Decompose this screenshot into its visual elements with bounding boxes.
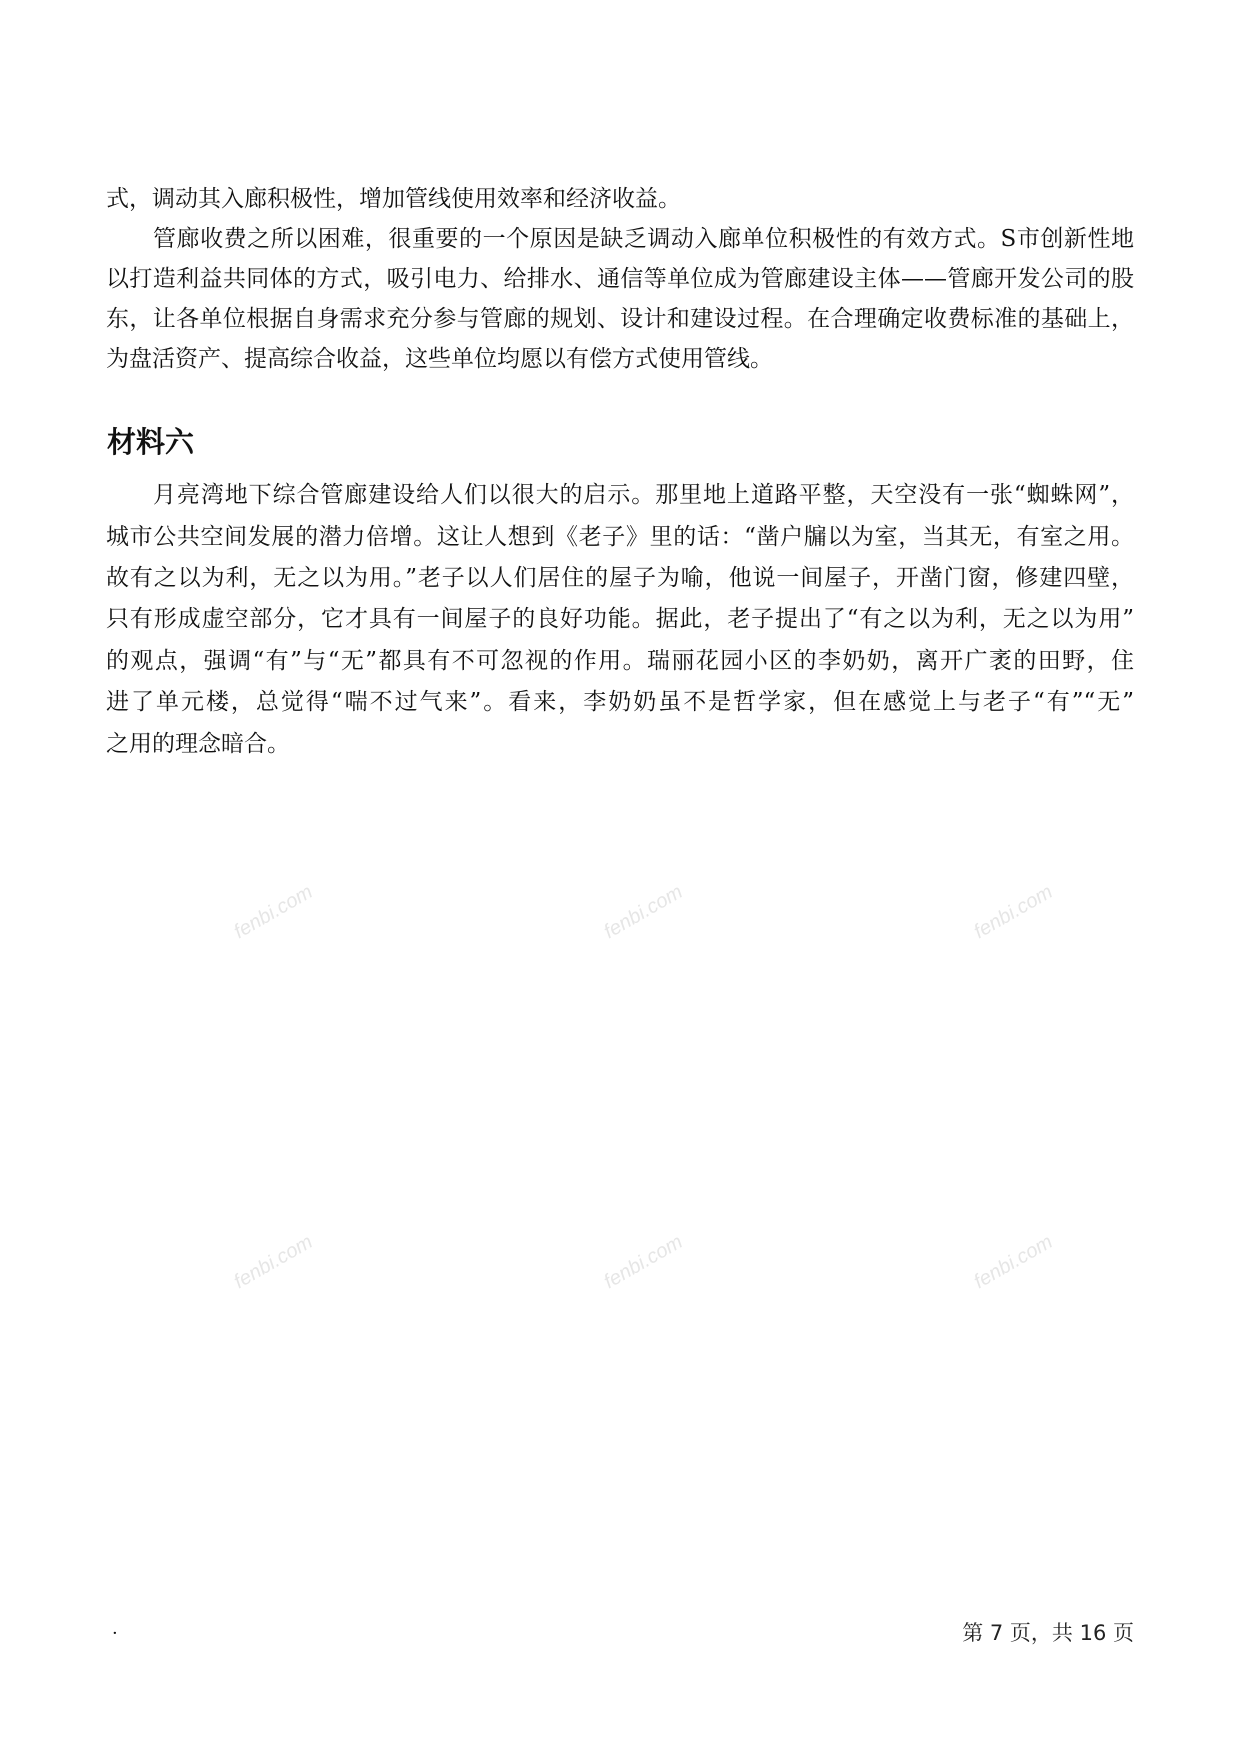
section-heading: 材料六: [107, 425, 195, 459]
paragraph-line: 东，让各单位根据自身需求充分参与管廊的规划、设计和建设过程。在合理确定收费标准的基础上，: [106, 306, 1134, 332]
paragraph-line: 管廊收费之所以困难，很重要的一个原因是缺乏调动入廊单位积极性的有效方式。S市创新性地: [153, 226, 1134, 252]
paragraph-line: 进了单元楼，总觉得“喘不过气来”。看来，李奶奶虽不是哲学家，但在感觉上与老子“有”“无”: [106, 689, 1134, 715]
footer-dot: ·: [112, 1623, 118, 1644]
paragraph-line: 为盘活资产、提高综合收益，这些单位均愿以有偿方式使用管线。: [106, 346, 773, 372]
paragraph-line: 只有形成虚空部分，它才具有一间屋子的良好功能。据此，老子提出了“有之以为利，无之以为用”: [106, 606, 1134, 632]
paragraph-line: 故有之以为利，无之以为用。”老子以人们居住的屋子为喻，他说一间屋子，开凿门窗，修建四壁，: [106, 565, 1134, 591]
paragraph-line: 之用的理念暗合。: [106, 731, 290, 757]
paragraph-line: 月亮湾地下综合管廊建设给人们以很大的启示。那里地上道路平整，天空没有一张“蜘蛛网”，: [153, 482, 1134, 508]
watermark: fenbi.com: [970, 880, 1057, 944]
paragraph-line: 的观点，强调“有”与“无”都具有不可忽视的作用。瑞丽花园小区的李奶奶，离开广袤的田野，住: [106, 648, 1134, 674]
paragraph-line: 式，调动其入廊积极性，增加管线使用效率和经济收益。: [106, 186, 681, 212]
watermark: fenbi.com: [970, 1230, 1057, 1294]
watermark: fenbi.com: [230, 880, 317, 944]
watermark: fenbi.com: [600, 880, 687, 944]
page-number: 第 7 页，共 16 页: [962, 1621, 1134, 1645]
paragraph-line: 城市公共空间发展的潜力倍增。这让人想到《老子》里的话：“凿户牖以为室，当其无，有室之用。: [106, 524, 1134, 550]
watermark: fenbi.com: [600, 1230, 687, 1294]
watermark: fenbi.com: [230, 1230, 317, 1294]
paragraph-line: 以打造利益共同体的方式，吸引电力、给排水、通信等单位成为管廊建设主体——管廊开发公司的股: [106, 266, 1134, 292]
